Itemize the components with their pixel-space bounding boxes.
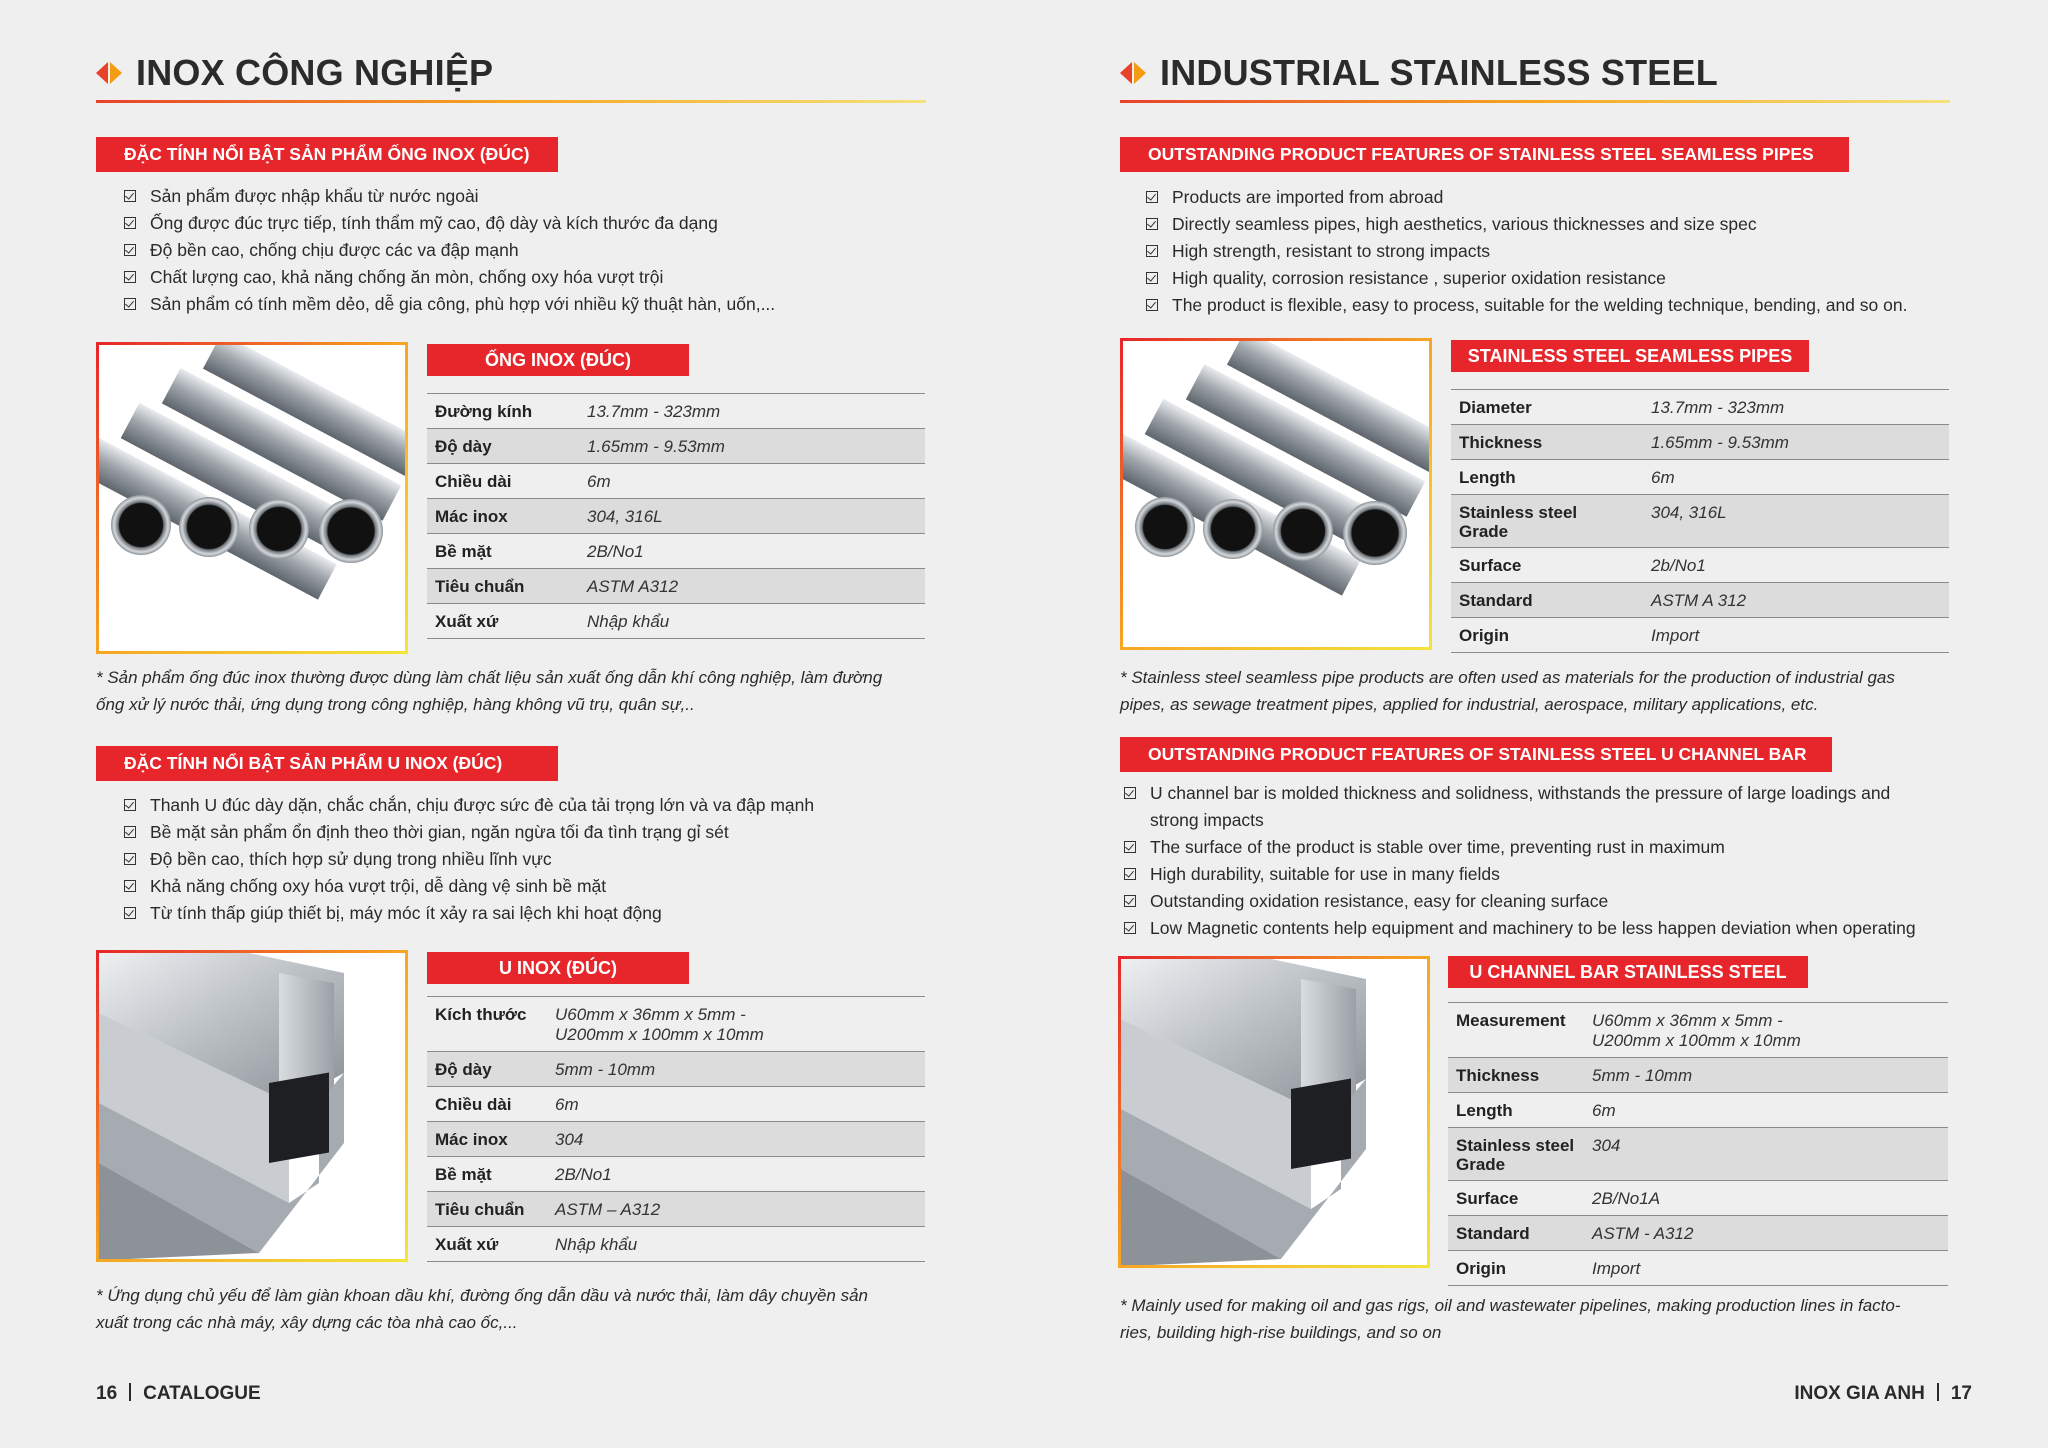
table-row: Standard ASTM - A312 [1448, 1216, 1948, 1251]
u-channel-product-image [96, 950, 408, 1262]
list-item: Directly seamless pipes, high aesthetics, various thicknesses and size spec [1146, 211, 1996, 238]
spec-table-title: U INOX (ĐÚC) [427, 952, 689, 984]
list-item: High strength, resistant to strong impacts [1146, 238, 1996, 265]
checkbox-icon [1124, 895, 1136, 907]
spec-table-title: STAINLESS STEEL SEAMLESS PIPES [1451, 340, 1809, 372]
table-row: Bề mặt 2B/No1 [427, 534, 925, 569]
spec-table-title: ỐNG INOX (ĐÚC) [427, 344, 689, 376]
table-row: Xuất xứ Nhập khẩu [427, 1227, 925, 1262]
table-row: Chiều dài 6m [427, 1087, 925, 1122]
pipe-product-image [96, 342, 408, 654]
spec-table-title: U CHANNEL BAR STAINLESS STEEL [1448, 956, 1808, 988]
title-underline [1120, 100, 1950, 103]
checkbox-icon [1146, 272, 1158, 284]
feature-list [124, 792, 944, 927]
table-row: Độ dày 1.65mm - 9.53mm [427, 429, 925, 464]
checkbox-icon [124, 907, 136, 919]
page-title: INDUSTRIAL STAINLESS STEEL [1160, 52, 1718, 93]
title-arrow-icon [1120, 59, 1148, 87]
table-row: Tiêu chuẩn ASTM A312 [427, 569, 925, 604]
section-heading: ĐẶC TÍNH NỔI BẬT SẢN PHẨM U INOX (ĐÚC) [96, 746, 558, 781]
table-row: Kích thước U60mm x 36mm x 5mm - U200mm x 100mm x 10mm [427, 997, 925, 1052]
list-item: Khả năng chống oxy hóa vượt trội, dễ dàng vệ sinh bề mặt [124, 873, 944, 900]
page-title: INOX CÔNG NGHIỆP [136, 52, 494, 93]
checkbox-icon [1124, 922, 1136, 934]
list-item: High quality, corrosion resistance , superior oxidation resistance [1146, 265, 1996, 292]
spec-table [1448, 1002, 1948, 1286]
table-row: Đường kính 13.7mm - 323mm [427, 394, 925, 429]
checkbox-icon [124, 880, 136, 892]
checkbox-icon [124, 190, 136, 202]
section-heading: OUTSTANDING PRODUCT FEATURES OF STAINLESS STEEL U CHANNEL BAR [1120, 737, 1832, 772]
table-row: Stainless steel Grade 304 [1448, 1128, 1948, 1181]
page-title-row [96, 52, 493, 94]
section-heading: ĐẶC TÍNH NỔI BẬT SẢN PHẨM ỐNG INOX (ĐÚC) [96, 137, 558, 172]
pipe-product-image [1120, 338, 1432, 650]
list-item: Độ bền cao, thích hợp sử dụng trong nhiều lĩnh vực [124, 846, 944, 873]
page-footer [96, 1383, 261, 1405]
checkbox-icon [124, 826, 136, 838]
list-item: Từ tính thấp giúp thiết bị, máy móc ít xảy ra sai lệch khi hoạt động [124, 900, 944, 927]
list-item: Thanh U đúc dày dặn, chắc chắn, chịu được sức đè của tải trọng lớn và va đập mạnh [124, 792, 944, 819]
table-row: Mác inox 304 [427, 1122, 925, 1157]
footer-divider [1937, 1383, 1939, 1401]
table-row: Độ dày 5mm - 10mm [427, 1052, 925, 1087]
table-row: Chiều dài 6m [427, 464, 925, 499]
list-item: U channel bar is molded thickness and solidness, withstands the pressure of large loadings and strong impacts [1124, 780, 2004, 834]
product-note: * Stainless steel seamless pipe products are often used as materials for the production of industrial gas pipes, as sewage treatment pipes, applied for industrial, aerospace, military applications, etc. [1120, 668, 1895, 714]
product-note: * Sản phẩm ống đúc inox thường được dùng làm chất liệu sản xuất ống dẫn khí công nghiệp, làm đường ống xử lý nước thải, ứng dụng trong công nghiệp, hàng không vũ trụ, quân sự,.. [96, 668, 883, 714]
list-item: Bề mặt sản phẩm ổn định theo thời gian, ngăn ngừa tối đa tình trạng gỉ sét [124, 819, 944, 846]
feature-list [1146, 184, 1996, 319]
list-item: The surface of the product is stable over time, preventing rust in maximum [1124, 834, 2004, 861]
u-channel-product-image [1118, 956, 1430, 1268]
checkbox-icon [1146, 218, 1158, 230]
checkbox-icon [1146, 299, 1158, 311]
page-footer [1794, 1383, 1972, 1405]
checkbox-icon [124, 298, 136, 310]
checkbox-icon [124, 271, 136, 283]
list-item: Products are imported from abroad [1146, 184, 1996, 211]
title-arrow-icon [96, 59, 124, 87]
page-number: 17 [1950, 1383, 1972, 1404]
page-title-row [1120, 52, 1718, 94]
feature-list [124, 183, 944, 318]
right-page [1024, 0, 2048, 1448]
checkbox-icon [124, 217, 136, 229]
footer-label: INOX GIA ANH [1794, 1383, 1925, 1404]
table-row: Origin Import [1451, 618, 1949, 653]
table-row: Bề mặt 2B/No1 [427, 1157, 925, 1192]
footer-divider [129, 1383, 131, 1401]
list-item: Chất lượng cao, khả năng chống ăn mòn, chống oxy hóa vượt trội [124, 264, 944, 291]
table-row: Origin Import [1448, 1251, 1948, 1286]
footer-label: CATALOGUE [143, 1383, 261, 1404]
feature-list [1124, 780, 2004, 942]
list-item: High durability, suitable for use in many fields [1124, 861, 2004, 888]
list-item: Độ bền cao, chống chịu được các va đập mạnh [124, 237, 944, 264]
list-item: The product is flexible, easy to process, suitable for the welding technique, bending, and so on. [1146, 292, 1996, 319]
page-number: 16 [96, 1383, 118, 1404]
product-note: * Mainly used for making oil and gas rigs, oil and wastewater pipelines, making production lines in facto- ries, building high-rise buildings, and so on [1120, 1296, 1901, 1342]
section-heading: OUTSTANDING PRODUCT FEATURES OF STAINLESS STEEL SEAMLESS PIPES [1120, 137, 1849, 172]
spec-table [427, 996, 925, 1262]
title-underline [96, 100, 926, 103]
table-row: Thickness 1.65mm - 9.53mm [1451, 425, 1949, 460]
table-row: Length 6m [1448, 1093, 1948, 1128]
table-row: Stainless steel Grade 304, 316L [1451, 495, 1949, 548]
checkbox-icon [1146, 245, 1158, 257]
table-row: Measurement U60mm x 36mm x 5mm - U200mm x 100mm x 10mm [1448, 1003, 1948, 1058]
table-row: Mác inox 304, 316L [427, 499, 925, 534]
table-row: Diameter 13.7mm - 323mm [1451, 390, 1949, 425]
table-row: Standard ASTM A 312 [1451, 583, 1949, 618]
product-note: * Ứng dụng chủ yếu để làm giàn khoan dầu khí, đường ống dẫn dầu và nước thải, làm dây chuyền sản xuất trong các nhà máy, xây dựng các tòa nhà cao ốc,... [96, 1286, 868, 1332]
spec-table [427, 393, 925, 639]
list-item: Ống được đúc trực tiếp, tính thẩm mỹ cao, độ dày và kích thước đa dạng [124, 210, 944, 237]
checkbox-icon [124, 853, 136, 865]
checkbox-icon [1124, 868, 1136, 880]
list-item: Low Magnetic contents help equipment and machinery to be less happen deviation when operating [1124, 915, 2004, 942]
checkbox-icon [1124, 787, 1136, 799]
table-row: Tiêu chuẩn ASTM – A312 [427, 1192, 925, 1227]
checkbox-icon [1124, 841, 1136, 853]
list-item: Sản phẩm được nhập khẩu từ nước ngoài [124, 183, 944, 210]
table-row: Length 6m [1451, 460, 1949, 495]
table-row: Thickness 5mm - 10mm [1448, 1058, 1948, 1093]
table-row: Surface 2b/No1 [1451, 548, 1949, 583]
table-row: Xuất xứ Nhập khẩu [427, 604, 925, 639]
checkbox-icon [124, 244, 136, 256]
checkbox-icon [124, 799, 136, 811]
list-item: Outstanding oxidation resistance, easy for cleaning surface [1124, 888, 2004, 915]
checkbox-icon [1146, 191, 1158, 203]
table-row: Surface 2B/No1A [1448, 1181, 1948, 1216]
list-item: Sản phẩm có tính mềm dẻo, dễ gia công, phù hợp với nhiều kỹ thuật hàn, uốn,... [124, 291, 944, 318]
spec-table [1451, 389, 1949, 653]
